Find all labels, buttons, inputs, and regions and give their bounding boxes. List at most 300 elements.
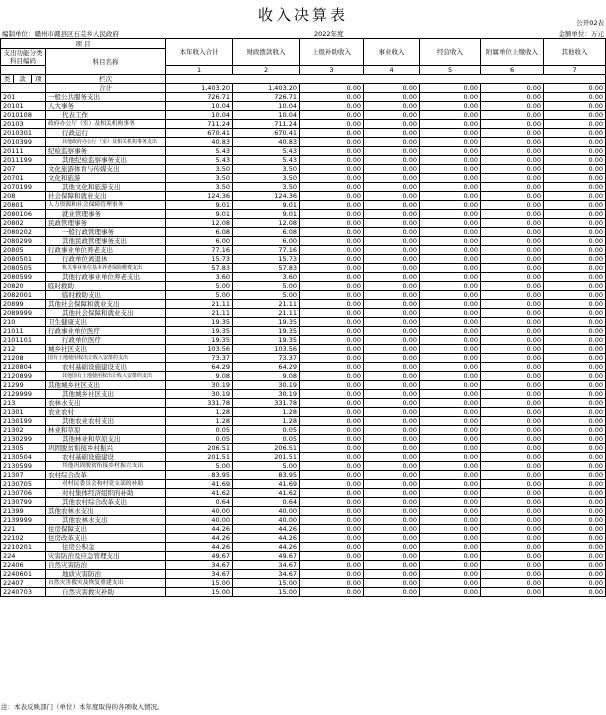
subject-name: 其他城乡社区支出 xyxy=(46,381,166,390)
amount-cell: 0.00 xyxy=(300,129,364,138)
income-table xyxy=(0,38,606,597)
amount-cell: 0.00 xyxy=(300,318,364,327)
amount-cell: 0.00 xyxy=(300,282,364,291)
amount-cell: 0.00 xyxy=(481,390,544,399)
amount-cell: 0.00 xyxy=(300,237,364,246)
amount-cell: 0.64 xyxy=(166,498,233,507)
amount-cell: 0.00 xyxy=(300,174,364,183)
subject-code: 22406 xyxy=(1,561,46,570)
subject-code: 224 xyxy=(1,552,46,561)
subject-code: 213 xyxy=(1,399,46,408)
subject-code: 21307 xyxy=(1,471,46,480)
amount-cell: 0.00 xyxy=(300,138,364,147)
amount-cell: 0.00 xyxy=(300,345,364,354)
amount-cell: 49.67 xyxy=(233,552,300,561)
amount-cell: 0.00 xyxy=(544,507,606,516)
subject-name: 对村民委员会和村党支部的补助 xyxy=(46,480,166,489)
amount-cell: 0.00 xyxy=(544,408,606,417)
amount-cell: 0.00 xyxy=(300,399,364,408)
subject-name: 地质灾害防治 xyxy=(46,570,166,579)
amount-cell: 0.00 xyxy=(364,525,420,534)
amount-cell: 0.00 xyxy=(544,390,606,399)
amount-cell: 0.00 xyxy=(544,552,606,561)
table-row xyxy=(1,426,606,435)
amount-cell: 0.00 xyxy=(420,480,481,489)
col-num-6: 6 xyxy=(481,66,544,75)
amount-cell: 0.00 xyxy=(364,498,420,507)
amount-cell: 5.43 xyxy=(166,156,233,165)
amount-cell: 0.00 xyxy=(364,336,420,345)
amount-cell: 0.00 xyxy=(420,120,481,129)
subject-name: 文化和旅游 xyxy=(46,174,166,183)
total-value: 0.00 xyxy=(420,84,481,93)
amount-cell: 57.83 xyxy=(233,264,300,273)
subject-code: 207 xyxy=(1,165,46,174)
amount-cell: 0.00 xyxy=(544,174,606,183)
col-num-5: 5 xyxy=(420,66,481,75)
amount-cell: 0.00 xyxy=(300,183,364,192)
xiang-header: 项 xyxy=(32,75,46,84)
amount-cell: 0.00 xyxy=(544,93,606,102)
amount-cell: 0.00 xyxy=(420,219,481,228)
subject-code: 2080505 xyxy=(1,264,46,273)
amount-cell: 21.11 xyxy=(233,309,300,318)
amount-cell: 0.00 xyxy=(300,561,364,570)
amount-cell: 0.00 xyxy=(481,372,544,381)
subject-code: 20701 xyxy=(1,174,46,183)
amount-cell: 0.00 xyxy=(481,363,544,372)
amount-cell: 0.00 xyxy=(481,552,544,561)
amount-cell: 30.19 xyxy=(166,390,233,399)
amount-cell: 9.01 xyxy=(233,210,300,219)
amount-cell: 5.00 xyxy=(166,462,233,471)
amount-cell: 0.00 xyxy=(420,345,481,354)
amount-cell: 0.00 xyxy=(420,471,481,480)
amount-cell: 0.00 xyxy=(300,228,364,237)
amount-cell: 0.00 xyxy=(300,309,364,318)
amount-cell: 0.00 xyxy=(544,570,606,579)
total-value: 0.00 xyxy=(544,84,606,93)
amount-cell: 0.00 xyxy=(544,498,606,507)
amount-cell: 0.05 xyxy=(166,426,233,435)
project-header: 项 目 xyxy=(1,39,166,49)
table-row xyxy=(1,552,606,561)
amount-cell: 0.00 xyxy=(300,489,364,498)
amount-cell: 0.00 xyxy=(364,129,420,138)
amount-cell: 0.00 xyxy=(544,534,606,543)
col-header-2: 财政拨款收入 xyxy=(233,39,300,66)
amount-cell: 0.00 xyxy=(420,336,481,345)
amount-cell: 0.00 xyxy=(300,165,364,174)
subject-name: 其他巩固脱贫衔接乡村振兴支出 xyxy=(46,462,166,471)
amount-cell: 0.00 xyxy=(544,318,606,327)
col-num-3: 3 xyxy=(300,66,364,75)
amount-cell: 0.00 xyxy=(544,201,606,210)
amount-cell: 3.50 xyxy=(233,165,300,174)
amount-cell: 0.00 xyxy=(481,480,544,489)
subject-name: 其他文化和旅游支出 xyxy=(46,183,166,192)
amount-cell: 0.00 xyxy=(544,120,606,129)
table-row xyxy=(1,417,606,426)
amount-cell: 0.00 xyxy=(544,354,606,363)
amount-cell: 3.50 xyxy=(166,165,233,174)
table-row xyxy=(1,498,606,507)
total-label: 合计 xyxy=(46,84,166,93)
amount-cell: 0.00 xyxy=(544,246,606,255)
amount-cell: 0.00 xyxy=(481,417,544,426)
amount-cell: 0.00 xyxy=(481,453,544,462)
amount-cell: 19.35 xyxy=(233,327,300,336)
subject-name: 林业和草原 xyxy=(46,426,166,435)
subject-code: 2010108 xyxy=(1,111,46,120)
amount-cell: 0.00 xyxy=(544,111,606,120)
subject-code: 201 xyxy=(1,93,46,102)
amount-cell: 0.00 xyxy=(544,309,606,318)
subject-name: 自然灾害救灾及恢复重建支出 xyxy=(46,579,166,588)
amount-cell: 0.00 xyxy=(420,246,481,255)
name-header: 科目名称 xyxy=(46,49,166,75)
amount-cell: 0.00 xyxy=(364,516,420,525)
amount-cell: 0.00 xyxy=(364,318,420,327)
amount-cell: 0.00 xyxy=(364,462,420,471)
total-value: 0.00 xyxy=(364,84,420,93)
subject-code: 22102 xyxy=(1,534,46,543)
amount-cell: 0.00 xyxy=(420,282,481,291)
amount-cell: 0.00 xyxy=(544,426,606,435)
table-row xyxy=(1,444,606,453)
amount-cell: 5.00 xyxy=(166,282,233,291)
amount-cell: 41.69 xyxy=(166,480,233,489)
subject-code: 2129999 xyxy=(1,390,46,399)
table-row xyxy=(1,192,606,201)
amount-cell: 0.00 xyxy=(364,381,420,390)
subject-name: 行政事业单位养老支出 xyxy=(46,246,166,255)
amount-cell: 124.36 xyxy=(233,192,300,201)
amount-cell: 6.08 xyxy=(166,228,233,237)
total-value: 0.00 xyxy=(481,84,544,93)
amount-cell: 0.00 xyxy=(481,543,544,552)
amount-cell: 0.00 xyxy=(420,309,481,318)
col-num-4: 4 xyxy=(364,66,420,75)
amount-cell: 0.00 xyxy=(420,273,481,282)
subject-name: 住房保障支出 xyxy=(46,525,166,534)
col-header-3: 上级补助收入 xyxy=(300,39,364,66)
total-value: 1,403.20 xyxy=(233,84,300,93)
amount-cell: 331.78 xyxy=(233,399,300,408)
subject-code: 221 xyxy=(1,525,46,534)
amount-cell: 0.00 xyxy=(300,534,364,543)
amount-cell: 44.26 xyxy=(166,534,233,543)
amount-cell: 726.71 xyxy=(166,93,233,102)
subject-code: 2130504 xyxy=(1,453,46,462)
table-row xyxy=(1,93,606,102)
table-row xyxy=(1,165,606,174)
amount-cell: 0.00 xyxy=(420,444,481,453)
subject-code: 2130705 xyxy=(1,480,46,489)
subject-code: 2130599 xyxy=(1,462,46,471)
amount-cell: 0.00 xyxy=(364,282,420,291)
amount-cell: 0.00 xyxy=(544,525,606,534)
amount-cell: 0.00 xyxy=(300,579,364,588)
amount-cell: 0.00 xyxy=(364,255,420,264)
amount-cell: 44.26 xyxy=(233,525,300,534)
subject-code: 2080299 xyxy=(1,237,46,246)
table-row xyxy=(1,138,606,147)
subject-name: 其他农村综合改革支出 xyxy=(46,498,166,507)
amount-cell: 711.24 xyxy=(166,120,233,129)
amount-cell: 0.00 xyxy=(481,534,544,543)
amount-cell: 0.00 xyxy=(420,426,481,435)
amount-cell: 83.95 xyxy=(233,471,300,480)
amount-cell: 0.00 xyxy=(420,291,481,300)
amount-cell: 0.00 xyxy=(300,507,364,516)
col-header-7: 其他收入 xyxy=(544,39,606,66)
table-row xyxy=(1,390,606,399)
amount-cell: 15.73 xyxy=(166,255,233,264)
amount-cell: 0.00 xyxy=(300,462,364,471)
amount-cell: 0.00 xyxy=(364,183,420,192)
subject-code: 2011199 xyxy=(1,156,46,165)
amount-cell: 0.00 xyxy=(300,210,364,219)
table-row xyxy=(1,318,606,327)
amount-cell: 0.00 xyxy=(481,300,544,309)
amount-cell: 21.11 xyxy=(166,300,233,309)
amount-cell: 9.01 xyxy=(233,201,300,210)
amount-cell: 0.00 xyxy=(300,417,364,426)
subject-name: 灾害防治及应急管理支出 xyxy=(46,552,166,561)
amount-cell: 0.00 xyxy=(544,138,606,147)
amount-cell: 19.35 xyxy=(166,318,233,327)
amount-cell: 0.00 xyxy=(481,111,544,120)
amount-cell: 0.00 xyxy=(364,399,420,408)
subject-code: 2082001 xyxy=(1,291,46,300)
amount-cell: 0.05 xyxy=(233,435,300,444)
amount-cell: 0.00 xyxy=(420,174,481,183)
table-row xyxy=(1,588,606,597)
amount-cell: 711.24 xyxy=(233,120,300,129)
amount-cell: 0.00 xyxy=(481,408,544,417)
subject-code: 2120804 xyxy=(1,363,46,372)
amount-cell: 0.00 xyxy=(544,399,606,408)
amount-cell: 0.00 xyxy=(420,192,481,201)
table-row xyxy=(1,471,606,480)
amount-cell: 0.00 xyxy=(481,120,544,129)
subject-code: 21301 xyxy=(1,408,46,417)
amount-cell: 0.00 xyxy=(300,435,364,444)
amount-cell: 21.11 xyxy=(233,300,300,309)
amount-cell: 0.00 xyxy=(544,228,606,237)
amount-cell: 0.00 xyxy=(481,102,544,111)
amount-cell: 0.00 xyxy=(420,507,481,516)
amount-cell: 0.00 xyxy=(481,237,544,246)
amount-cell: 0.00 xyxy=(544,210,606,219)
subject-code: 2080106 xyxy=(1,210,46,219)
amount-cell: 19.35 xyxy=(166,336,233,345)
col-header-5: 经营收入 xyxy=(420,39,481,66)
amount-cell: 0.00 xyxy=(300,381,364,390)
amount-cell: 0.00 xyxy=(300,588,364,597)
subject-code: 2240601 xyxy=(1,570,46,579)
amount-cell: 0.00 xyxy=(544,588,606,597)
amount-cell: 0.00 xyxy=(481,354,544,363)
subject-name: 其他社会保障和就业支出 xyxy=(46,309,166,318)
amount-cell: 0.00 xyxy=(420,201,481,210)
amount-cell: 5.43 xyxy=(233,147,300,156)
compiling-unit: 编制单位：赣州市赣县区石芫乡人民政府 xyxy=(2,30,119,38)
amount-cell: 0.00 xyxy=(364,246,420,255)
amount-cell: 44.26 xyxy=(233,543,300,552)
amount-cell: 0.00 xyxy=(481,399,544,408)
subject-code: 2080599 xyxy=(1,273,46,282)
subject-name: 人大事务 xyxy=(46,102,166,111)
amount-cell: 0.00 xyxy=(300,408,364,417)
subject-code: 2101101 xyxy=(1,336,46,345)
subject-code: 20103 xyxy=(1,120,46,129)
amount-cell: 0.00 xyxy=(420,228,481,237)
amount-cell: 0.00 xyxy=(300,516,364,525)
amount-cell: 40.83 xyxy=(233,138,300,147)
subject-name: 自然灾害救灾补助 xyxy=(46,588,166,597)
amount-cell: 0.00 xyxy=(420,516,481,525)
amount-cell: 0.00 xyxy=(300,543,364,552)
amount-cell: 0.00 xyxy=(420,498,481,507)
amount-cell: 0.00 xyxy=(481,210,544,219)
amount-cell: 0.00 xyxy=(364,543,420,552)
subject-name: 农业农村 xyxy=(46,408,166,417)
amount-cell: 15.00 xyxy=(233,579,300,588)
subject-name: 政府办公厅（室）及相关机构事务 xyxy=(46,120,166,129)
subject-name: 农村综合改革 xyxy=(46,471,166,480)
table-row xyxy=(1,300,606,309)
amount-cell: 0.00 xyxy=(364,201,420,210)
amount-cell: 0.00 xyxy=(300,498,364,507)
amount-cell: 0.00 xyxy=(420,588,481,597)
amount-cell: 0.00 xyxy=(481,129,544,138)
amount-cell: 0.00 xyxy=(481,489,544,498)
amount-cell: 0.00 xyxy=(481,174,544,183)
amount-cell: 0.00 xyxy=(544,336,606,345)
form-number: 公开02表 xyxy=(576,19,604,27)
amount-cell: 0.00 xyxy=(420,183,481,192)
table-row xyxy=(1,282,606,291)
amount-cell: 0.00 xyxy=(364,480,420,489)
table-body xyxy=(1,93,606,597)
amount-cell: 0.00 xyxy=(364,372,420,381)
amount-cell: 0.00 xyxy=(481,318,544,327)
subject-name: 其他行政事业单位养老支出 xyxy=(46,273,166,282)
table-row xyxy=(1,129,606,138)
amount-cell: 1.28 xyxy=(166,408,233,417)
amount-cell: 0.00 xyxy=(481,588,544,597)
amount-cell: 0.00 xyxy=(364,354,420,363)
amount-cell: 0.00 xyxy=(544,372,606,381)
report-year: 2022年度 xyxy=(314,30,344,38)
subject-name: 巩固脱贫衔接乡村振兴 xyxy=(46,444,166,453)
amount-cell: 73.37 xyxy=(166,354,233,363)
amount-cell: 0.00 xyxy=(420,318,481,327)
total-value: 1,403.20 xyxy=(166,84,233,93)
amount-cell: 0.00 xyxy=(481,579,544,588)
amount-cell: 3.60 xyxy=(166,273,233,282)
amount-cell: 12.08 xyxy=(233,219,300,228)
subject-code: 20820 xyxy=(1,282,46,291)
amount-cell: 670.41 xyxy=(166,129,233,138)
amount-cell: 0.00 xyxy=(364,291,420,300)
amount-cell: 10.04 xyxy=(166,111,233,120)
total-value: 0.00 xyxy=(300,84,364,93)
subject-name: 人力资源和社会保障管理事务 xyxy=(46,201,166,210)
amount-cell: 0.00 xyxy=(364,138,420,147)
amount-cell: 0.00 xyxy=(481,345,544,354)
amount-cell: 0.00 xyxy=(481,525,544,534)
amount-cell: 12.08 xyxy=(166,219,233,228)
amount-cell: 1.28 xyxy=(233,408,300,417)
amount-cell: 77.16 xyxy=(166,246,233,255)
footnote: 注：本表反映部门（单位）本年度取得的各项收入情况。 xyxy=(1,703,164,711)
amount-cell: 670.41 xyxy=(233,129,300,138)
amount-cell: 0.00 xyxy=(364,327,420,336)
subject-name: 其他农业农村支出 xyxy=(46,417,166,426)
amount-cell: 0.00 xyxy=(364,471,420,480)
amount-cell: 0.00 xyxy=(481,462,544,471)
subject-code: 212 xyxy=(1,345,46,354)
amount-cell: 0.00 xyxy=(300,336,364,345)
amount-cell: 0.00 xyxy=(300,120,364,129)
subject-name: 代表工作 xyxy=(46,111,166,120)
subject-code: 20899 xyxy=(1,300,46,309)
amount-cell: 0.00 xyxy=(544,264,606,273)
amount-cell: 0.00 xyxy=(300,570,364,579)
amount-cell: 3.50 xyxy=(166,174,233,183)
subject-name: 一般行政管理事务 xyxy=(46,228,166,237)
amount-cell: 0.00 xyxy=(544,462,606,471)
amount-cell: 0.00 xyxy=(364,273,420,282)
amount-cell: 9.08 xyxy=(233,372,300,381)
amount-cell: 0.00 xyxy=(481,498,544,507)
amount-cell: 0.64 xyxy=(233,498,300,507)
amount-cell: 0.00 xyxy=(300,291,364,300)
amount-cell: 103.56 xyxy=(233,345,300,354)
amount-cell: 0.00 xyxy=(364,552,420,561)
amount-cell: 0.00 xyxy=(481,444,544,453)
table-row xyxy=(1,435,606,444)
subject-code: 21208 xyxy=(1,354,46,363)
amount-cell: 0.00 xyxy=(420,435,481,444)
subject-name: 社会保障和就业支出 xyxy=(46,192,166,201)
amount-cell: 0.00 xyxy=(420,417,481,426)
subject-name: 对村集体经济组织的补助 xyxy=(46,489,166,498)
amount-cell: 34.67 xyxy=(166,561,233,570)
amount-cell: 0.00 xyxy=(364,435,420,444)
amount-cell: 0.00 xyxy=(420,300,481,309)
money-unit: 金额单位：万元 xyxy=(558,30,604,38)
amount-cell: 0.00 xyxy=(544,363,606,372)
subject-name: 一般公共服务支出 xyxy=(46,93,166,102)
amount-cell: 0.00 xyxy=(300,354,364,363)
amount-cell: 201.51 xyxy=(233,453,300,462)
amount-cell: 0.00 xyxy=(481,327,544,336)
amount-cell: 0.00 xyxy=(300,471,364,480)
amount-cell: 0.00 xyxy=(364,210,420,219)
table-row xyxy=(1,336,606,345)
amount-cell: 0.00 xyxy=(420,489,481,498)
amount-cell: 0.00 xyxy=(364,408,420,417)
amount-cell: 0.00 xyxy=(420,534,481,543)
amount-cell: 0.00 xyxy=(481,282,544,291)
subject-code: 2010399 xyxy=(1,138,46,147)
table-row xyxy=(1,408,606,417)
amount-cell: 0.00 xyxy=(364,507,420,516)
